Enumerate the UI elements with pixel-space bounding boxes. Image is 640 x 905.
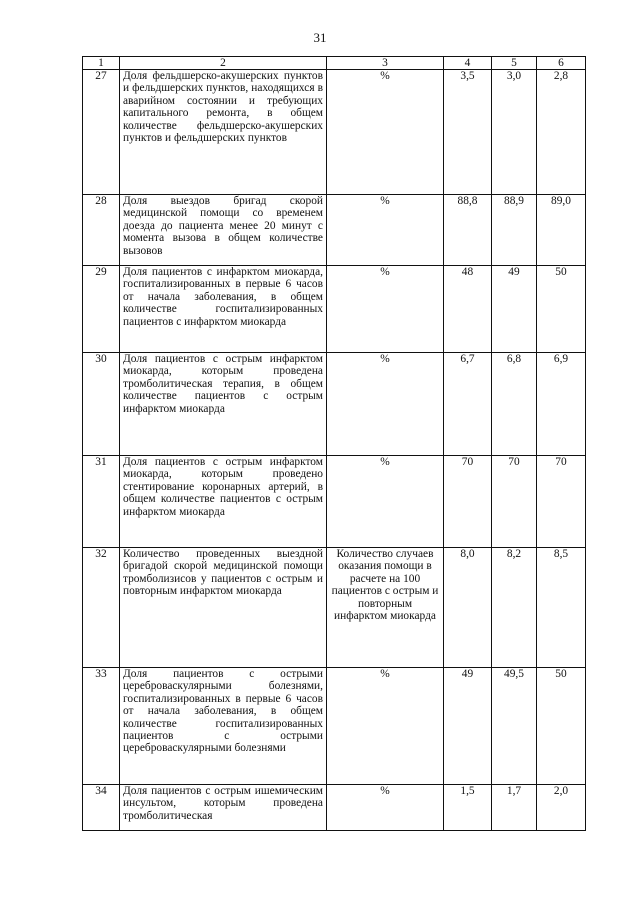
row-number: 34 — [83, 785, 120, 831]
value-year-2: 1,7 — [492, 785, 537, 831]
unit-of-measure: % — [327, 456, 444, 548]
unit-of-measure: % — [327, 266, 444, 353]
indicator-name: Доля пациентов с острыми цереброваскулярными болезнями, госпитализированных в первые 6 часов от начала заболевания, в общем количестве госпитализированных пациентов с острыми цереброваскулярными болезнями — [120, 668, 327, 785]
value-year-1: 70 — [444, 456, 492, 548]
value-year-2: 49,5 — [492, 668, 537, 785]
table-header-row — [83, 57, 586, 70]
indicator-name: Доля пациентов с инфарктом миокарда, госпитализированных в первые 6 часов от начала заболевания, в общем количестве госпитализированных пациентов с инфарктом миокарда — [120, 266, 327, 353]
row-number: 29 — [83, 266, 120, 353]
table-row — [83, 548, 586, 668]
value-year-1: 49 — [444, 668, 492, 785]
page-number: 31 — [313, 30, 327, 45]
indicators-table — [82, 56, 586, 831]
value-year-3: 2,0 — [537, 785, 586, 831]
value-year-3: 6,9 — [537, 353, 586, 456]
value-year-3: 50 — [537, 266, 586, 353]
value-year-1: 3,5 — [444, 70, 492, 195]
value-year-2: 88,9 — [492, 195, 537, 266]
value-year-2: 49 — [492, 266, 537, 353]
column-header: 5 — [492, 57, 537, 70]
value-year-1: 88,8 — [444, 195, 492, 266]
table-row — [83, 353, 586, 456]
column-header: 3 — [327, 57, 444, 70]
row-number: 30 — [83, 353, 120, 456]
table-row — [83, 195, 586, 266]
value-year-3: 2,8 — [537, 70, 586, 195]
row-number: 31 — [83, 456, 120, 548]
table-row — [83, 668, 586, 785]
indicator-name: Доля пациентов с острым инфарктом миокарда, которым проведено стентирование коронарных артерий, в общем количестве пациентов с острым инфарктом миокарда — [120, 456, 327, 548]
column-header: 4 — [444, 57, 492, 70]
column-header: 1 — [83, 57, 120, 70]
value-year-1: 8,0 — [444, 548, 492, 668]
column-header: 6 — [537, 57, 586, 70]
indicator-name: Доля фельдшерско-акушерских пунктов и фельдшерских пунктов, находящихся в аварийном состоянии и требующих капитального ремонта, в общем количестве фельдшерско-акушерских пунктов и фельдшерских пунктов — [120, 70, 327, 195]
value-year-3: 50 — [537, 668, 586, 785]
indicator-name: Доля пациентов с острым ишемическим инсультом, которым проведена тромболитическая — [120, 785, 327, 831]
value-year-2: 70 — [492, 456, 537, 548]
value-year-2: 3,0 — [492, 70, 537, 195]
value-year-1: 1,5 — [444, 785, 492, 831]
value-year-2: 8,2 — [492, 548, 537, 668]
unit-of-measure: % — [327, 70, 444, 195]
row-number: 28 — [83, 195, 120, 266]
unit-of-measure: % — [327, 195, 444, 266]
value-year-3: 89,0 — [537, 195, 586, 266]
indicator-name: Доля выездов бригад скорой медицинской помощи со временем доезда до пациента менее 20 минут с момента вызова в общем количестве вызовов — [120, 195, 327, 266]
column-header: 2 — [120, 57, 327, 70]
table-row — [83, 456, 586, 548]
value-year-1: 48 — [444, 266, 492, 353]
table-row — [83, 785, 586, 831]
row-number: 33 — [83, 668, 120, 785]
table-row — [83, 70, 586, 195]
value-year-2: 6,8 — [492, 353, 537, 456]
indicator-name: Количество проведенных выездной бригадой скорой медицинской помощи тромболизисов у пациентов с острым и повторным инфарктом миокарда — [120, 548, 327, 668]
value-year-1: 6,7 — [444, 353, 492, 456]
unit-of-measure: % — [327, 785, 444, 831]
value-year-3: 70 — [537, 456, 586, 548]
row-number: 27 — [83, 70, 120, 195]
value-year-3: 8,5 — [537, 548, 586, 668]
row-number: 32 — [83, 548, 120, 668]
unit-of-measure: Количество случаев оказания помощи в расчете на 100 пациентов с острым и повторным инфарктом миокарда — [327, 548, 444, 668]
table-row — [83, 266, 586, 353]
indicator-name: Доля пациентов с острым инфарктом миокарда, которым проведена тромболитическая терапия, в общем количестве пациентов с острым инфарктом миокарда — [120, 353, 327, 456]
unit-of-measure: % — [327, 668, 444, 785]
unit-of-measure: % — [327, 353, 444, 456]
